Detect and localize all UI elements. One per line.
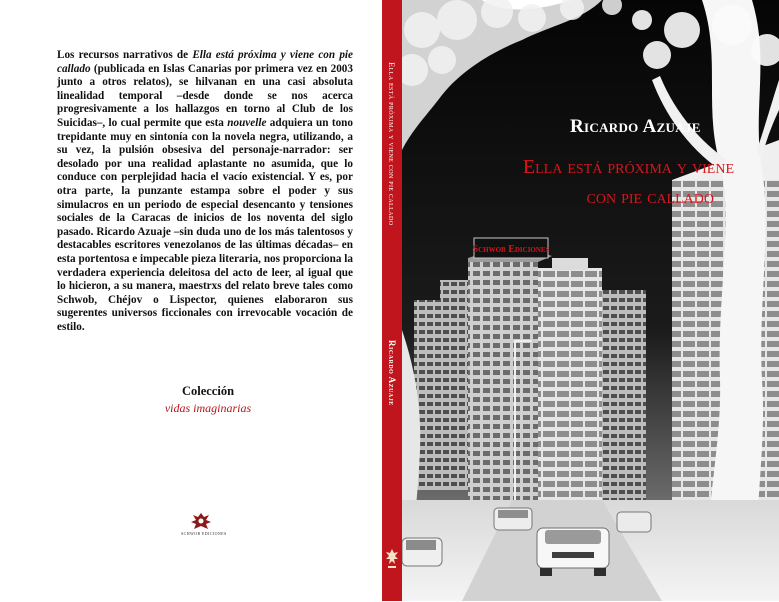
spine-author: Ricardo Azuaje <box>387 340 397 406</box>
back-cover <box>0 0 382 601</box>
back-cover-blurb <box>57 49 353 334</box>
building-sign-text: Schwob Ediciones <box>472 244 550 255</box>
collection-label: Colección <box>181 384 235 398</box>
front-cover <box>402 0 779 601</box>
front-cover-title-line-1: Ella está próxima y viene <box>522 156 734 178</box>
collection-block <box>118 384 298 416</box>
front-cover-title-line-2: con pie callado <box>586 186 714 208</box>
blurb-part-3: adquiera un tono trepidante muy en sintonía con la novela negra, utilizando, a su vez, la pulsión obsesiva del personaje-narrador: ser desolado por una realidad aplastante no asumida, que lo conduce con perplejidad hacia el vacío existencial. Y es, por otra parte, la punzante estampa sobre el poder y sus simulacros en un periodo de especial desencanto y tensiones sociales de la Caracas de inicios de los noventa del siglo pasado. Ricardo Azuaje –sin duda uno de los más talentosos y destacables escritores venezolanos de las últimas décadas– en esta portentosa e impecable pieza literaria, nos proporciona la verdadera experiencia deleitosa del acto de leer, al igual que lo hicieron, a su manera, maestrxs del relato breve tales como Schwob, Chéjov o Lispector, quienes elaboraron sus sugerentes universos ficcionales con irrevocable vocación de estilo. <box>57 116 353 333</box>
front-cover-author: Ricardo Azuaje <box>570 116 701 137</box>
spine-publisher-icon <box>385 548 399 570</box>
blurb-book-title: Ella está próxima y viene con pie callado <box>57 49 353 75</box>
publisher-emblem-icon <box>190 512 212 530</box>
publisher-logo <box>181 512 227 536</box>
collection-name: vidas imaginarias <box>164 401 252 415</box>
cover-photo-negative <box>402 0 779 601</box>
blurb-nouvelle: nouvelle <box>227 116 267 129</box>
blurb-part-2: (publicada en Islas Canarias por primera vez en 2003 junto a otros relatos), se hilvanan en una casi absoluta linealidad temporal –desde donde se nos acerca progresivamente a los hallazgos en torno al Club de los Suicidas–, lo cual permite que esta <box>57 62 353 129</box>
publisher-logo-text: SCHWOB EDICIONES <box>181 531 227 536</box>
spine-title: Ella está próxima y viene con pie callado <box>387 62 397 226</box>
blurb-part-1: Los recursos narrativos de <box>57 49 193 61</box>
